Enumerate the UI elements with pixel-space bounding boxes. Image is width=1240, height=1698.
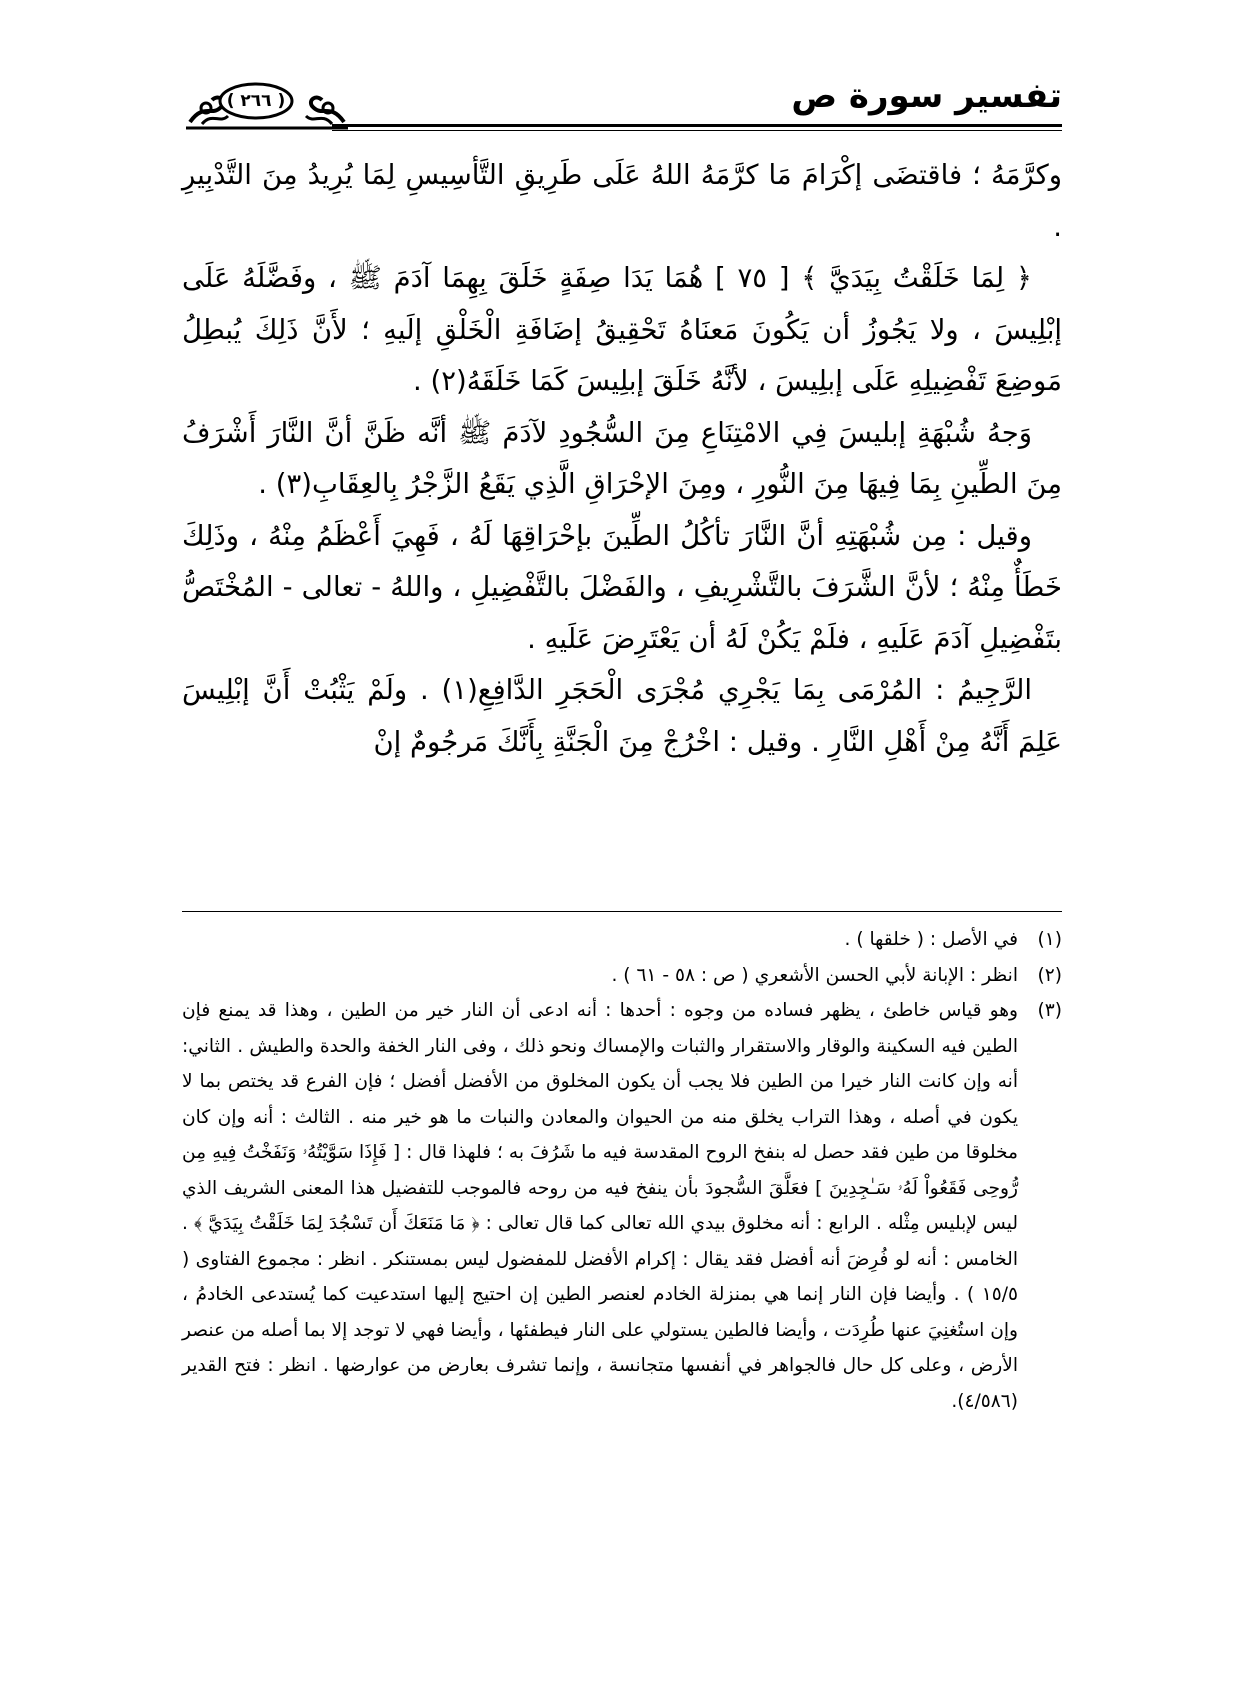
paragraph: وقيل : مِن شُبْهَتِهِ أنَّ النَّارَ تأكُلُ الطِّينَ بإحْرَاقِهَا لَهُ ، فَهِيَ أَعْظَمُ مِنْهُ ، وذَلِكَ خَطَأٌ مِنْهُ ؛ لأنَّ الشَّرَفَ بالتَّشْرِيفِ ، والفَضْلَ بالتَّفْضِيلِ ، واللهُ - تعالى - المُخْتَصُّ بتَفْضِيلِ آدَمَ عَلَيهِ ، فلَمْ يَكُنْ لَهُ أن يَعْتَرِضَ عَلَيهِ . [182,519,1062,655]
footnote-text: وهو قياس خاطئ ، يظهر فساده من وجوه : أحدها : أنه ادعى أن النار خير من الطين ، وهذا قد يمنع فإن الطين فيه السكينة والوقار والاستقرار والثبات والإمساك ونحو ذلك ، وفى النار الخفة والحدة والطيش . الثاني: أنه وإن كانت النار خيرا من الطين فلا يجب أن يكون المخلوق من الأفضل أفضل ؛ فإن الفرع قد يختص بما لا يكون في أصله ، وهذا التراب يخلق منه من الحيوان والمعادن والنبات ما هو خير منه . الثالث : أنه وإن كان مخلوقا من طين فقد حصل له بنفخ الروح المقدسة فيه ما شَرُفَ به ؛ فلهذا قال : [ فَإِذَا سَوَّيْتُهُۥ وَنَفَخْتُ فِيهِ مِن رُّوحِى فَقَعُواْ لَهُۥ سَـٰجِدِينَ ] فعَلَّقَ السُّجودَ بأن ينفخ فيه من روحه فالموجب للتفضيل هذا المعنى الشريف الذي ليس لإبليس مِثْله . الرابع : أنه مخلوق بيدي الله تعالى كما قال تعالى : ﴿ مَا مَنَعَكَ أَن تَسْجُدَ لِمَا خَلَقْتُ بِيَدَيَّ ﴾ . الخامس : أنه لو فُرِضَ أنه أفضل فقد يقال : إكرام الأفضل للمفضول ليس بمستنكر . انظر : مجموع الفتاوى ( ١٥/٥ ) . وأيضا فإن النار إنما هي بمنزلة الخادم لعنصر الطين إن احتيج إليها استدعيت كما يُستدعى الخادمُ ، وإن استُغنِيَ عنها طُرِدَت ، وأيضا فالطين يستولي على النار فيطفئها ، وأيضا فهي لا توجد إلا بما أصله من عنصر الأرض ، وعلى كل حال فالجواهر في أنفسها متجانسة ، وإنما تشرف بعارض من عوارضها . انظر : فتح القدير (٤/٥٨٦). [182,1000,1018,1412]
page-number-ornament [182,72,352,134]
running-title: تفسير سورة ص [791,76,1062,116]
footnote-separator [182,911,1062,912]
footnote-number: (١) [1037,929,1062,950]
page-number: ( ٢٦٦ ) [226,91,286,111]
footnote-text: انظر : الإبانة لأبي الحسن الأشعري ( ص : ٥٨ - ٦١ ) . [611,964,1018,986]
header-rule-thin [332,130,1062,131]
footnote-number: (٣) [1037,1000,1062,1021]
paragraph: وكرَّمَهُ ؛ فاقتضَى إكْرَامَ مَا كرَّمَهُ اللهُ عَلَى طَرِيقِ التَّأسِيسِ لِمَا يُرِيدُ مِنَ التَّدْبِيرِ . [182,159,1062,243]
footnote [182,993,1062,1419]
paragraph: الرَّجِيمُ : المُرْمَى بِمَا يَجْرِي مُجْرَى الْحَجَرِ الدَّافِعِ(١) . ولَمْ يَثْبُتْ أَنَّ إبْلِيسَ عَلِمَ أَنَّهُ مِنْ أَهْلِ النَّارِ . وقيل : اخْرُجْ مِنَ الْجَنَّةِ بِأَنَّكَ مَرجُومٌ إنْ [182,674,1062,758]
paragraph: ﴿ لِمَا خَلَقْتُ بِيَدَيَّ ﴾ [ ٧٥ ] هُمَا يَدَا صِفَةٍ خَلَقَ بِهِمَا آدَمَ ﷺ ، وفَضَّلَهُ عَلَى إبْلِيسَ ، ولا يَجُوزُ أن يَكُونَ مَعنَاهُ تَحْقِيقُ إضَافَةِ الْخَلْقِ إلَيهِ ؛ لأَنَّ ذَلِكَ يُبطِلُ مَوضِعَ تَفْضِيلِهِ عَلَى إبلِيسَ ، لأنَّهُ خَلَقَ إبلِيسَ كَمَا خَلَقَهُ(٢) . [182,262,1062,397]
footnote [182,922,1062,958]
footnote [182,958,1062,994]
footnote-text: في الأصل : ( خلقها ) . [844,929,1018,950]
footnote-number: (٢) [1037,964,1062,986]
main-text [182,150,1062,768]
page-header [182,72,1062,134]
header-rule [332,124,1062,127]
paragraph: وَجهُ شُبْهَةِ إبليسَ فِي الامْتِنَاعِ مِنَ السُّجُودِ لآدَمَ ﷺ أنَّه ظَنَّ أنَّ النَّارَ أَشْرَفُ مِنَ الطِّينِ بِمَا فِيهَا مِنَ النُّورِ ، ومِنَ الإحْرَاقِ الَّذِي يَقَعُ الزَّجْرُ بِالعِقَابِ(٣) . [182,416,1062,500]
footnotes [182,922,1062,1419]
